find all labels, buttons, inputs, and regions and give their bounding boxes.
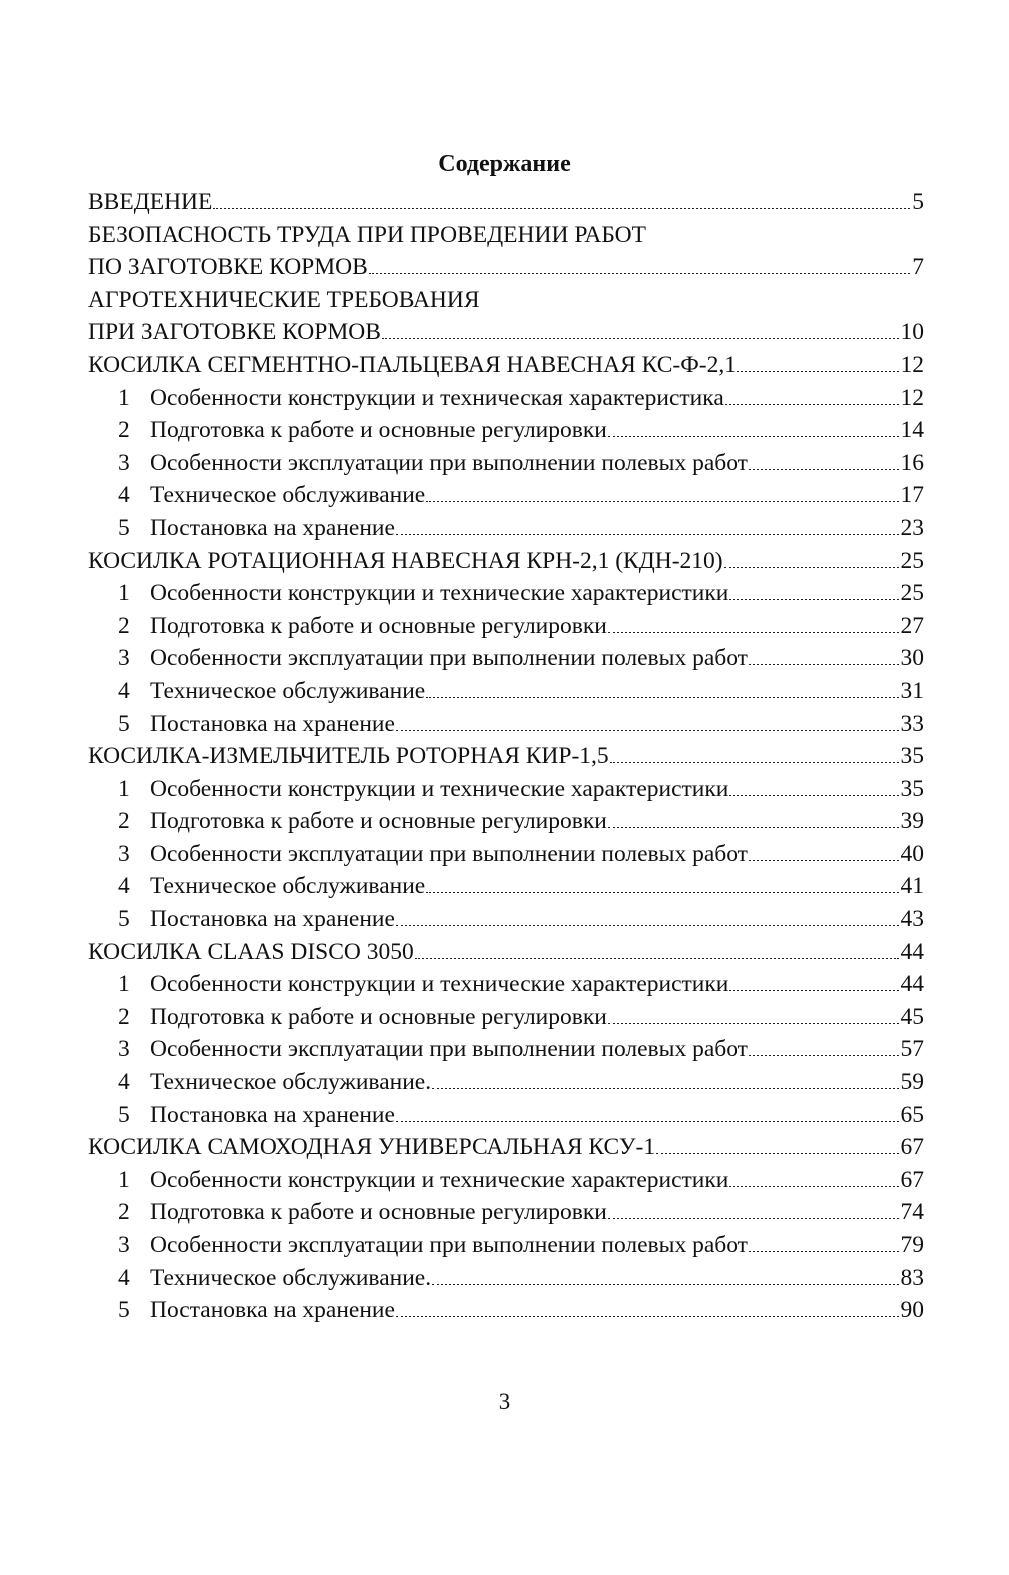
toc-entry-text: Особенности конструкции и технические характеристики <box>150 580 729 607</box>
toc-entry-number: 2 <box>118 1199 130 1226</box>
toc-entry-number: 5 <box>118 514 130 541</box>
dot-leader <box>608 1218 899 1219</box>
toc-entry-number: 4 <box>118 677 130 704</box>
page-number: 3 <box>498 1389 511 1414</box>
toc-subentry <box>88 1033 924 1066</box>
dot-leader <box>382 338 899 339</box>
toc-entry-text: Подготовка к работе и основные регулировки <box>150 1003 607 1030</box>
toc-subentry <box>88 708 924 741</box>
toc-entry-text: Особенности конструкции и технические характеристики <box>150 1166 729 1193</box>
toc-entry-number: 5 <box>118 1297 130 1324</box>
toc-title: Содержание <box>438 151 571 177</box>
toc-page-ref: 44 <box>900 971 924 998</box>
toc-page-ref: 16 <box>900 449 924 476</box>
toc-entry-number: 1 <box>118 1166 130 1193</box>
toc-subentry <box>88 447 924 480</box>
toc-page-ref: 79 <box>900 1232 924 1258</box>
toc-page-ref: 33 <box>900 710 924 737</box>
dot-leader <box>749 664 899 665</box>
toc-page-ref: 12 <box>900 351 924 378</box>
dot-leader <box>426 697 898 698</box>
toc-page-ref: 40 <box>900 840 924 867</box>
toc-entry <box>88 1131 924 1164</box>
toc-page-ref: 83 <box>900 1264 924 1291</box>
toc-subentry <box>88 1164 924 1197</box>
toc-entry-number: 2 <box>118 808 130 835</box>
toc-entry-text: Подготовка к работе и основные регулировки <box>150 612 607 639</box>
toc-page-ref: 43 <box>900 906 924 933</box>
toc-entry-number: 1 <box>118 775 130 802</box>
toc-entry-text: Особенности эксплуатации при выполнении полевых работ <box>150 1232 748 1258</box>
toc-page-ref: 35 <box>900 775 924 802</box>
toc-entry-text: КОСИЛКА САМОХОДНАЯ УНИВЕРСАЛЬНАЯ КСУ-1 <box>88 1134 656 1161</box>
dot-leader <box>396 534 899 535</box>
toc-subentry <box>88 1196 924 1229</box>
toc-entry-number: 3 <box>118 449 130 476</box>
dot-leader <box>608 436 899 437</box>
toc-subentry <box>88 675 924 708</box>
toc-page-ref: 90 <box>900 1297 924 1324</box>
toc-entry-text: Особенности эксплуатации при выполнении полевых работ <box>150 645 748 672</box>
toc-page-ref: 27 <box>900 612 924 639</box>
toc-subentry <box>88 1066 924 1099</box>
toc-entry-text: Техническое обслуживание <box>150 482 426 509</box>
toc-page-ref: 23 <box>900 514 924 541</box>
toc-entry-number: 3 <box>118 840 130 867</box>
toc-entry <box>88 349 924 382</box>
toc-page-ref: 44 <box>900 938 924 965</box>
dot-leader <box>749 469 899 470</box>
toc-entry-text: Техническое обслуживание. <box>150 1069 432 1096</box>
toc-entry-number: 1 <box>118 580 130 607</box>
toc-page-ref: 30 <box>900 645 924 672</box>
toc-subentry <box>88 577 924 610</box>
toc-entry-text: Постановка на хранение <box>150 1297 395 1324</box>
toc-entry-text: Подготовка к работе и основные регулировки <box>150 808 607 835</box>
toc-page-ref: 12 <box>900 384 924 411</box>
toc-entry-number: 4 <box>118 1069 130 1096</box>
toc-entry-text: КОСИЛКА-ИЗМЕЛЬЧИТЕЛЬ РОТОРНАЯ КИР-1,5 <box>88 743 609 770</box>
toc-page-ref: 41 <box>900 873 924 900</box>
dot-leader <box>729 795 898 796</box>
toc-entry <box>88 740 924 773</box>
toc-entry-text: ПО ЗАГОТОВКЕ КОРМОВ <box>88 254 368 281</box>
toc-page-ref: 5 <box>912 189 924 215</box>
toc-entry-text: КОСИЛКА CLAAS DISCO 3050 <box>88 938 414 965</box>
toc-subentry <box>88 642 924 675</box>
toc-entry-text: Подготовка к работе и основные регулировки <box>150 1199 607 1226</box>
toc-entry-number: 5 <box>118 906 130 933</box>
toc-entry-text: ВВЕДЕНИЕ <box>88 189 213 215</box>
toc-entry-text: Техническое обслуживание <box>150 677 426 704</box>
toc-entry <box>88 251 924 284</box>
table-of-contents <box>88 186 924 1327</box>
dot-leader <box>656 1153 898 1154</box>
toc-subentry <box>88 1262 924 1295</box>
dot-leader <box>729 1186 898 1187</box>
toc-entry-number: 5 <box>118 1101 130 1128</box>
toc-subentry <box>88 382 924 415</box>
toc-entry-text: БЕЗОПАСНОСТЬ ТРУДА ПРИ ПРОВЕДЕНИИ РАБОТ <box>88 221 647 248</box>
toc-page-ref: 14 <box>900 417 924 444</box>
toc-subentry <box>88 805 924 838</box>
toc-entry-number: 2 <box>118 1003 130 1030</box>
dot-leader <box>608 827 899 828</box>
toc-subentry <box>88 1099 924 1132</box>
dot-leader <box>729 599 898 600</box>
toc-entry-number: 4 <box>118 482 130 509</box>
dot-leader <box>369 273 910 274</box>
dot-leader <box>396 1121 899 1122</box>
toc-entry-number: 2 <box>118 612 130 639</box>
toc-subentry <box>88 1229 924 1262</box>
dot-leader <box>415 958 899 959</box>
toc-entry-number: 3 <box>118 645 130 672</box>
toc-page-ref: 25 <box>900 580 924 607</box>
dot-leader <box>749 1055 899 1056</box>
toc-entry-number: 2 <box>118 417 130 444</box>
toc-page-ref: 31 <box>900 677 924 704</box>
toc-entry-text: Постановка на хранение <box>150 514 395 541</box>
toc-entry-text: Постановка на хранение <box>150 906 395 933</box>
dot-leader <box>432 1088 898 1089</box>
toc-entry <box>88 186 924 219</box>
toc-subentry <box>88 903 924 936</box>
toc-entry-text: Постановка на хранение <box>150 710 395 737</box>
toc-entry-text: Особенности конструкции и техническая характеристика <box>150 384 724 411</box>
dot-leader <box>426 501 898 502</box>
dot-leader <box>396 730 899 731</box>
dot-leader <box>749 1251 899 1252</box>
toc-subentry <box>88 479 924 512</box>
toc-page-ref: 45 <box>900 1003 924 1030</box>
dot-leader <box>608 632 899 633</box>
dot-leader <box>396 1316 899 1317</box>
toc-entry-number: 4 <box>118 873 130 900</box>
toc-subentry <box>88 414 924 447</box>
toc-entry-text: ПРИ ЗАГОТОВКЕ КОРМОВ <box>88 319 381 346</box>
toc-page-ref: 57 <box>900 1036 924 1063</box>
toc-entry-text: КОСИЛКА РОТАЦИОННАЯ НАВЕСНАЯ КРН-2,1 (КДН-210) <box>88 547 723 574</box>
toc-subentry <box>88 610 924 643</box>
toc-entry-number: 1 <box>118 384 130 411</box>
toc-page-ref: 39 <box>900 808 924 835</box>
toc-page-ref: 65 <box>900 1101 924 1128</box>
toc-entry-text: Особенности эксплуатации при выполнении полевых работ <box>150 1036 748 1063</box>
dot-leader <box>749 860 899 861</box>
toc-subentry <box>88 1001 924 1034</box>
dot-leader <box>729 990 898 991</box>
dot-leader <box>396 925 899 926</box>
toc-entry-text: Особенности конструкции и технические характеристики <box>150 971 729 998</box>
toc-page-ref: 35 <box>900 743 924 770</box>
toc-entry-text: Техническое обслуживание. <box>150 1264 432 1291</box>
dot-leader <box>432 1284 898 1285</box>
dot-leader <box>610 762 899 763</box>
dot-leader <box>426 892 898 893</box>
toc-entry <box>88 219 924 252</box>
toc-entry-text: Подготовка к работе и основные регулировки <box>150 417 607 444</box>
toc-entry-number: 3 <box>118 1036 130 1063</box>
toc-page-ref: 74 <box>900 1199 924 1226</box>
toc-entry <box>88 316 924 349</box>
toc-page-ref: 59 <box>900 1069 924 1096</box>
toc-page-ref: 67 <box>900 1166 924 1193</box>
dot-leader <box>725 404 899 405</box>
toc-entry-number: 5 <box>118 710 130 737</box>
toc-subentry <box>88 870 924 903</box>
toc-entry-text: КОСИЛКА СЕГМЕНТНО-ПАЛЬЦЕВАЯ НАВЕСНАЯ КС-Ф-2,1 <box>88 351 737 378</box>
toc-entry-text: Особенности эксплуатации при выполнении полевых работ <box>150 449 748 476</box>
toc-subentry <box>88 838 924 871</box>
toc-subentry <box>88 1294 924 1327</box>
toc-page-ref: 10 <box>900 319 924 346</box>
toc-entry-number: 3 <box>118 1232 130 1258</box>
toc-subentry <box>88 512 924 545</box>
toc-entry-text: Особенности эксплуатации при выполнении полевых работ <box>150 840 748 867</box>
toc-subentry <box>88 773 924 806</box>
dot-leader <box>724 567 899 568</box>
dot-leader <box>213 208 910 209</box>
toc-entry <box>88 284 924 317</box>
toc-entry-text: Техническое обслуживание <box>150 873 426 900</box>
toc-entry <box>88 545 924 578</box>
toc-entry <box>88 936 924 969</box>
toc-entry-text: Особенности конструкции и технические характеристики <box>150 775 729 802</box>
toc-page-ref: 7 <box>912 254 924 281</box>
toc-entry-text: Постановка на хранение <box>150 1101 395 1128</box>
dot-leader <box>737 371 898 372</box>
toc-page-ref: 17 <box>900 482 924 509</box>
toc-page-ref: 25 <box>900 547 924 574</box>
toc-entry-number: 1 <box>118 971 130 998</box>
toc-entry-number: 4 <box>118 1264 130 1291</box>
toc-subentry <box>88 968 924 1001</box>
toc-entry-text: АГРОТЕХНИЧЕСКИЕ ТРЕБОВАНИЯ <box>88 286 480 313</box>
toc-page-ref: 67 <box>900 1134 924 1161</box>
dot-leader <box>608 1023 899 1024</box>
